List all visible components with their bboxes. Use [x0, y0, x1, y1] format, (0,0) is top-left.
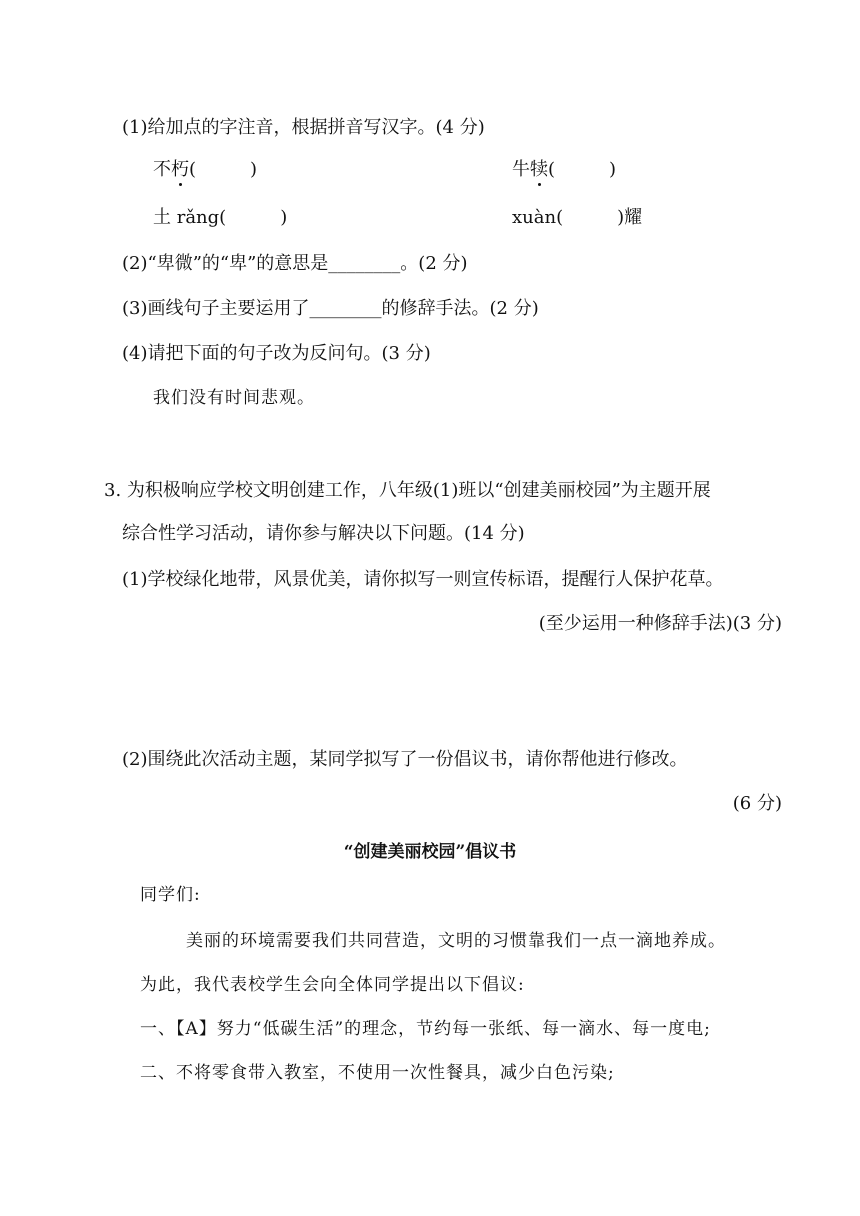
q3-sub1-line2: (至少运用一种修辞手法)(3 分): [538, 613, 782, 634]
q3-sub2-line2: (6 分): [732, 793, 782, 814]
q2-item-xuanyao: xuàn( )耀: [512, 207, 643, 228]
letter-greeting: 同学们:: [140, 885, 201, 905]
letter-para1-line1: 美丽的环境需要我们共同营造，文明的习惯靠我们一点一滴地养成。: [186, 931, 726, 951]
q3-sub2-line1: (2)围绕此次活动主题，某同学拟写了一份倡议书，请你帮他进行修改。: [122, 749, 688, 770]
q3-intro-line2: 综合性学习活动，请你参与解决以下问题。(14 分): [122, 523, 525, 544]
q2-item-niudu-pre: 牛: [512, 159, 530, 180]
letter-item2: 二、不将零食带入教室，不使用一次性餐具，减少白色污染;: [140, 1063, 615, 1083]
q2-sentence: 我们没有时间悲观。: [153, 388, 315, 408]
q2-sub2: (2)“卑微”的“卑”的意思是________。(2 分): [122, 253, 468, 274]
q2-item-niudu: [512, 158, 616, 182]
q3-sub1-line1: (1)学校绿化地带，风景优美，请你拟写一则宣传标语，提醒行人保护花草。: [122, 569, 724, 590]
q2-item-buxiu-dotted-char: 朽: [171, 159, 189, 180]
q2-item-buxiu: [153, 158, 257, 182]
q2-item-niudu-blank: ( ): [548, 159, 617, 180]
letter-item1: 一、【A】努力“低碳生活”的理念，节约每一张纸、每一滴水、每一度电;: [140, 1019, 711, 1039]
q2-item-buxiu-blank: ( ): [189, 159, 258, 180]
letter-para1-line2: 为此，我代表校学生会向全体同学提出以下倡议:: [140, 975, 525, 995]
q2-item-turang: 土 rǎng( ): [153, 207, 288, 228]
q3-intro-line1: 3. 为积极响应学校文明创建工作，八年级(1)班以“创建美丽校园”为主题开展: [104, 480, 711, 501]
q2-sub4: (4)请把下面的句子改为反问句。(3 分): [122, 343, 431, 364]
letter-title: “创建美丽校园”倡议书: [343, 842, 517, 862]
q2-item-buxiu-pre: 不: [153, 159, 171, 180]
q2-item-niudu-dotted-char: 犊: [530, 159, 548, 180]
q2-sub3: (3)画线句子主要运用了________的修辞手法。(2 分): [122, 298, 539, 319]
q2-sub1: (1)给加点的字注音，根据拼音写汉字。(4 分): [122, 117, 485, 138]
